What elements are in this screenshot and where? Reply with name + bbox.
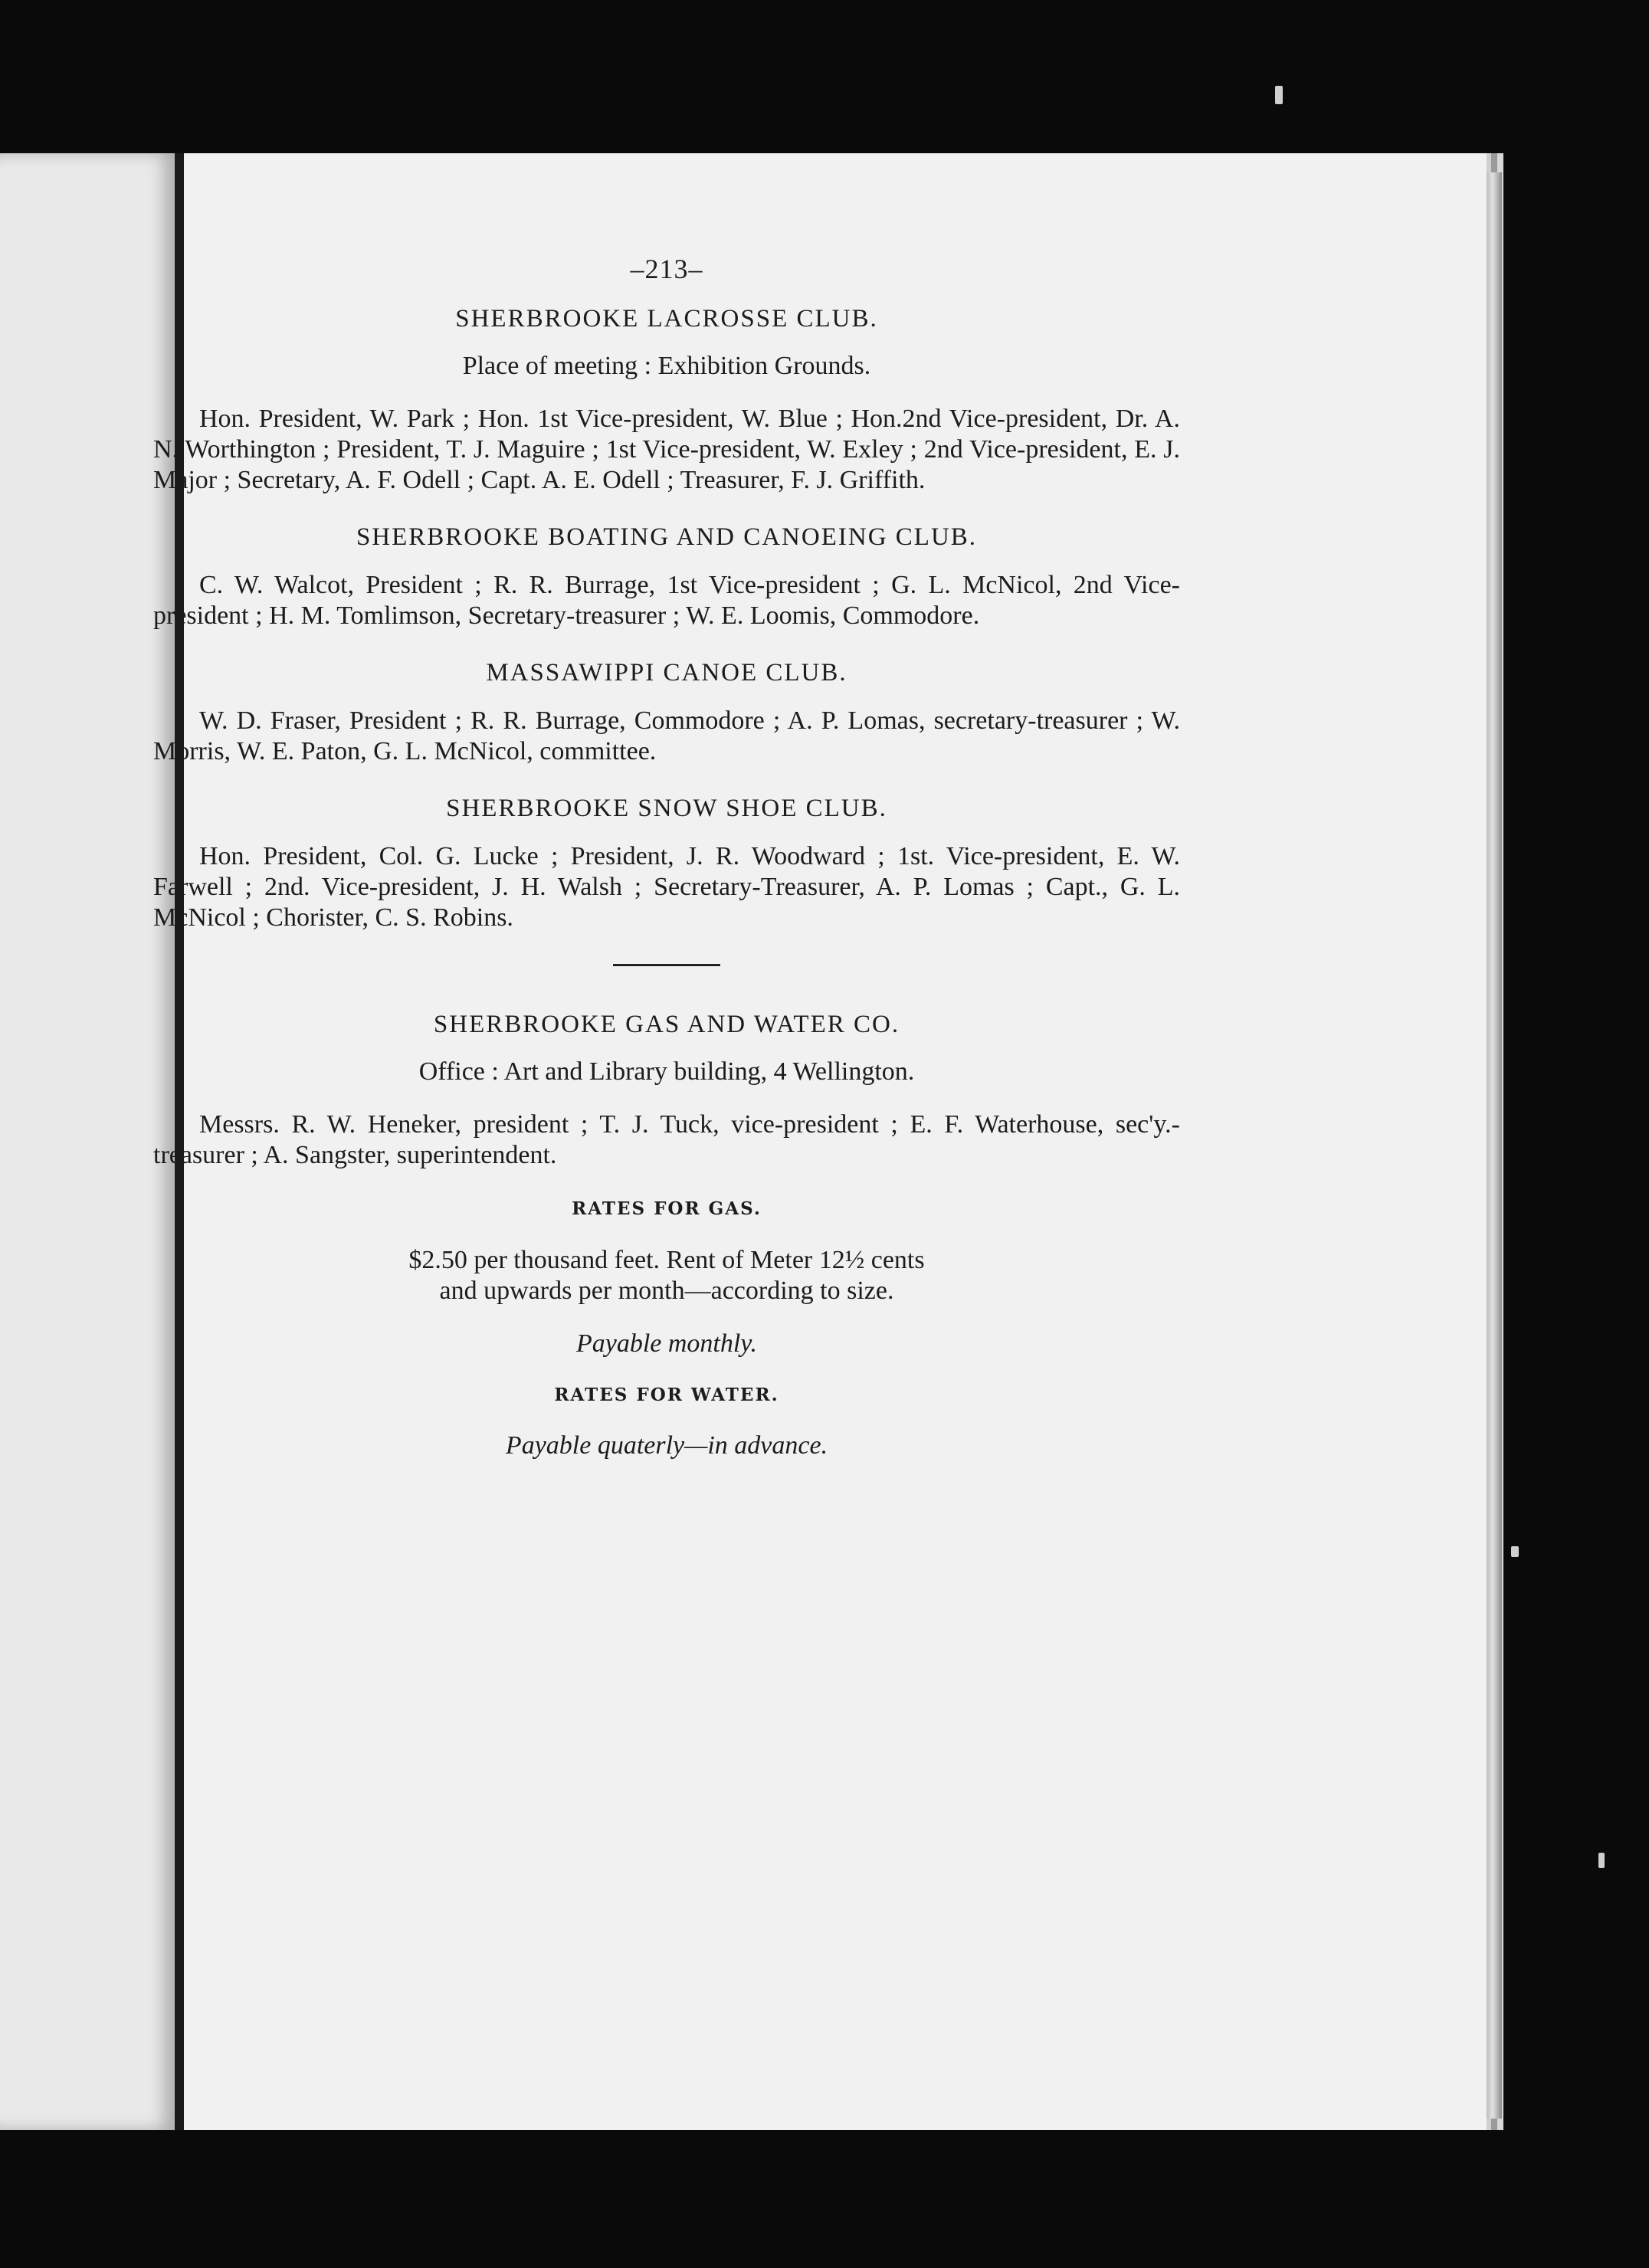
section-title-massawippi: MASSAWIPPI CANOE CLUB. — [486, 659, 847, 687]
section-body-boating: C. W. Walcot, President ; R. R. Burrage, 1st Vice-president ; G. L. McNicol, 2nd Vice-president ; H. M. Tomlimson, Secretary-treasurer ; W. E. Loomis, Commodore. — [153, 571, 1180, 630]
gas-rates-text — [153, 1245, 1180, 1306]
section-body-snowshoe: Hon. President, Col. G. Lucke ; President, J. R. Woodward ; 1st. Vice-president, E. W. Farwell ; 2nd. Vice-president, J. H. Walsh ; Secretary-Treasurer, A. P. Lomas ; Capt., G. L. McNicol ; Chorister, C. S. Robins. — [153, 842, 1180, 932]
dust-speck — [1598, 1853, 1605, 1868]
company-body: Messrs. R. W. Heneker, president ; T. J. Tuck, vice-president ; E. F. Waterhouse, sec'y.-treasurer ; A. Sangster, superintendent. — [153, 1110, 1180, 1169]
gas-rate-line-2: and upwards per month—according to size. — [439, 1277, 894, 1305]
page-number: –213– — [630, 254, 703, 284]
gas-payable: Payable monthly. — [575, 1329, 758, 1358]
section-title-lacrosse: SHERBROOKE LACROSSE CLUB. — [455, 305, 878, 333]
page-content — [153, 253, 1180, 1486]
section-divider — [613, 964, 720, 966]
water-payable: Payable quaterly—in advance. — [505, 1431, 828, 1460]
dust-speck — [1275, 86, 1283, 104]
section-body-massawippi: W. D. Fraser, President ; R. R. Burrage, Commodore ; A. P. Lomas, secretary-treasurer ; W. Morris, W. E. Paton, G. L. McNicol, committee. — [153, 706, 1180, 765]
dust-speck — [1511, 1546, 1519, 1557]
facing-page-edge — [0, 153, 178, 2130]
section-title-boating: SHERBROOKE BOATING AND CANOEING CLUB. — [356, 523, 978, 551]
page-stack-edge — [1487, 172, 1502, 2119]
gas-rate-line-1: $2.50 per thousand feet. Rent of Meter 12½ cents — [408, 1246, 925, 1274]
gas-rates-heading: RATES FOR GAS. — [572, 1198, 762, 1219]
company-title: SHERBROOKE GAS AND WATER CO. — [433, 1011, 900, 1038]
section-body-lacrosse: Hon. President, W. Park ; Hon. 1st Vice-president, W. Blue ; Hon.2nd Vice-president, Dr. A. N. Worthington ; President, T. J. Maguire ; 1st Vice-president, W. Exley ; 2nd Vice-president, E. J. Major ; Secretary, A. F. Odell ; Capt. A. E. Odell ; Treasurer, F. J. Griffith. — [153, 405, 1180, 494]
water-rates-heading: RATES FOR WATER. — [554, 1385, 779, 1405]
section-title-snowshoe: SHERBROOKE SNOW SHOE CLUB. — [446, 795, 887, 822]
section-meeting-place: Place of meeting : Exhibition Grounds. — [462, 352, 871, 380]
company-office: Office : Art and Library building, 4 Wellington. — [418, 1057, 915, 1086]
